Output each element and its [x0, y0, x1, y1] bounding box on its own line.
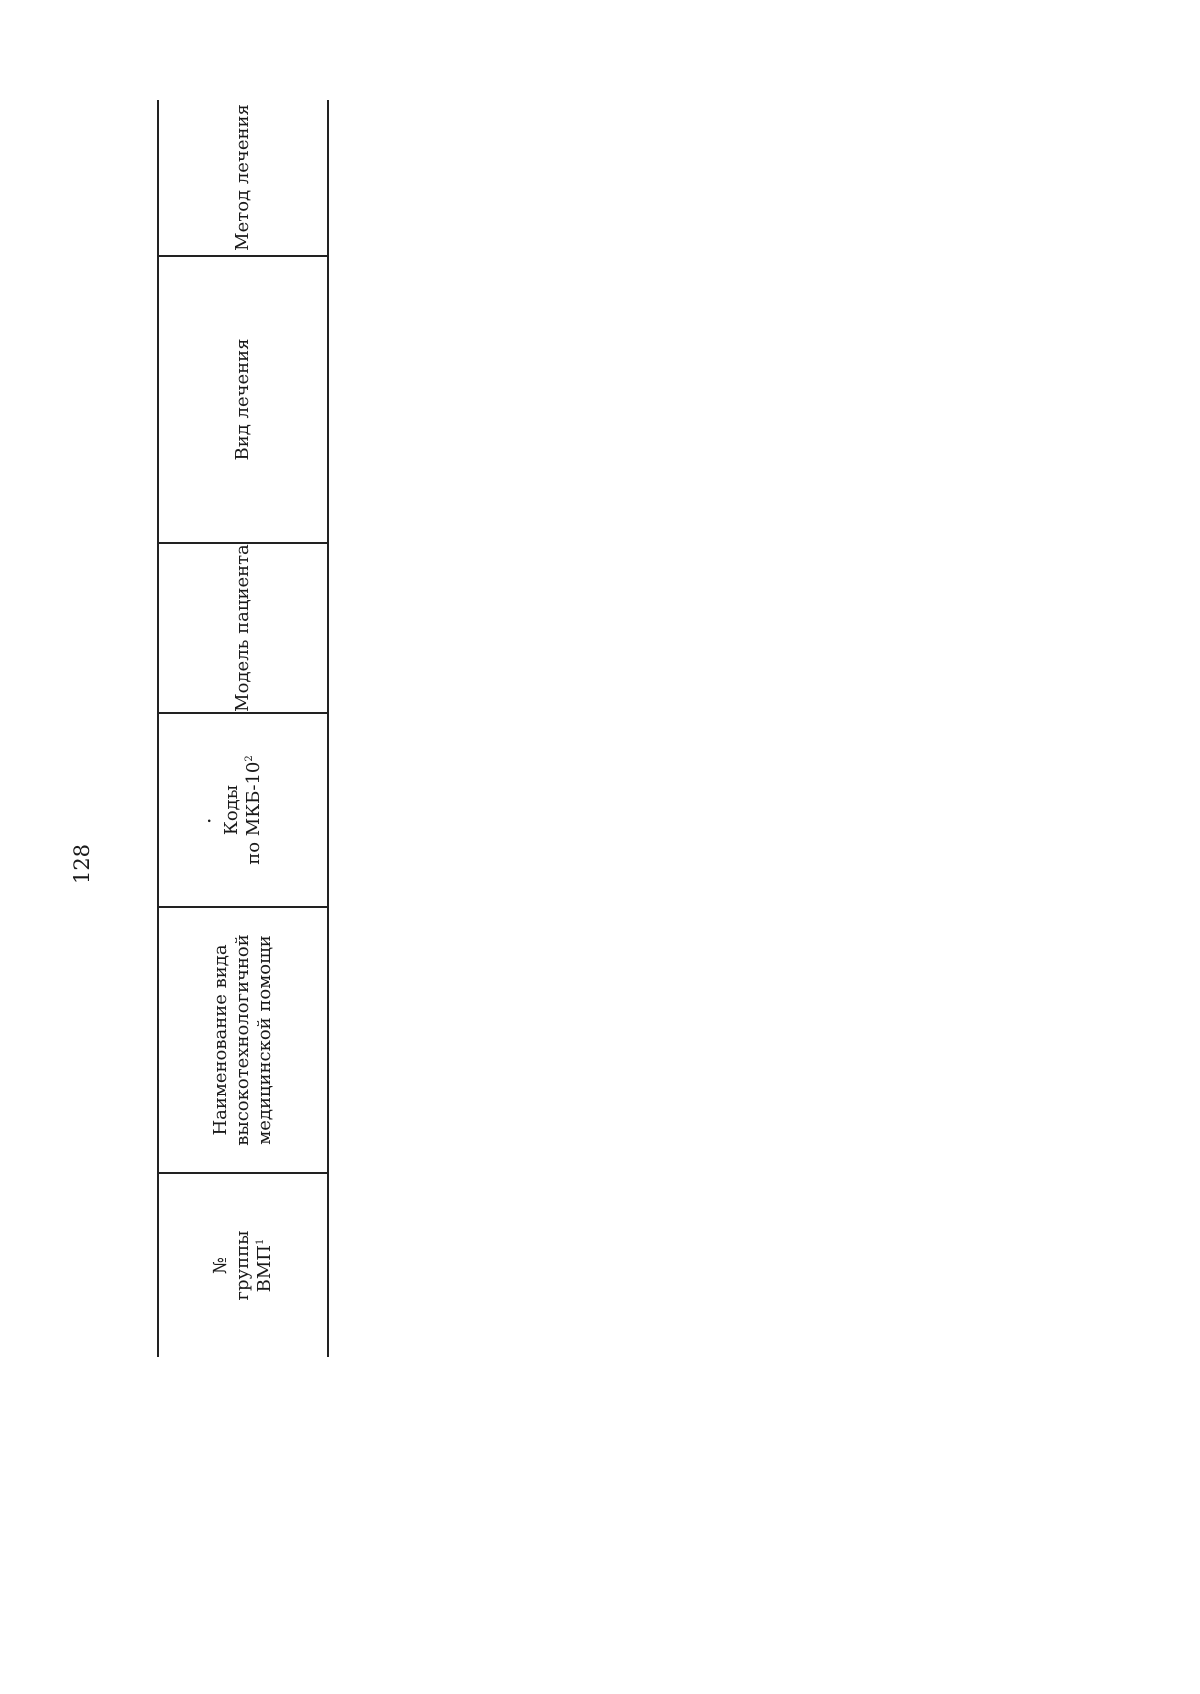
header-treatment-type: [160, 257, 326, 542]
header-group-no-text: № группы ВМП: [210, 1230, 275, 1301]
header-patient-model: [160, 544, 326, 712]
header-icd-codes-text: Коды по МКБ-10: [221, 761, 264, 865]
header-icd-codes: [160, 714, 326, 906]
header-vmp-name: [160, 908, 326, 1172]
header-patient-model-text: Модель пациента: [232, 544, 253, 712]
table-top-rule: [157, 100, 159, 1357]
page-number: 128: [70, 843, 94, 885]
table-header-bottom-rule: [327, 100, 329, 1357]
header-vmp-name-text: Наименование вида высокотехнологичной медицинской помощи: [210, 934, 275, 1146]
header-treatment-method-text: Метод лечения: [232, 104, 253, 251]
header-group-no-footnote: 1: [255, 1238, 266, 1246]
header-icd-codes-footnote: 2: [244, 755, 255, 762]
header-group-no: [160, 1174, 326, 1357]
header-treatment-type-text: Вид лечения: [232, 338, 253, 461]
stray-mark: ·: [197, 817, 221, 824]
header-treatment-method: [160, 100, 326, 255]
